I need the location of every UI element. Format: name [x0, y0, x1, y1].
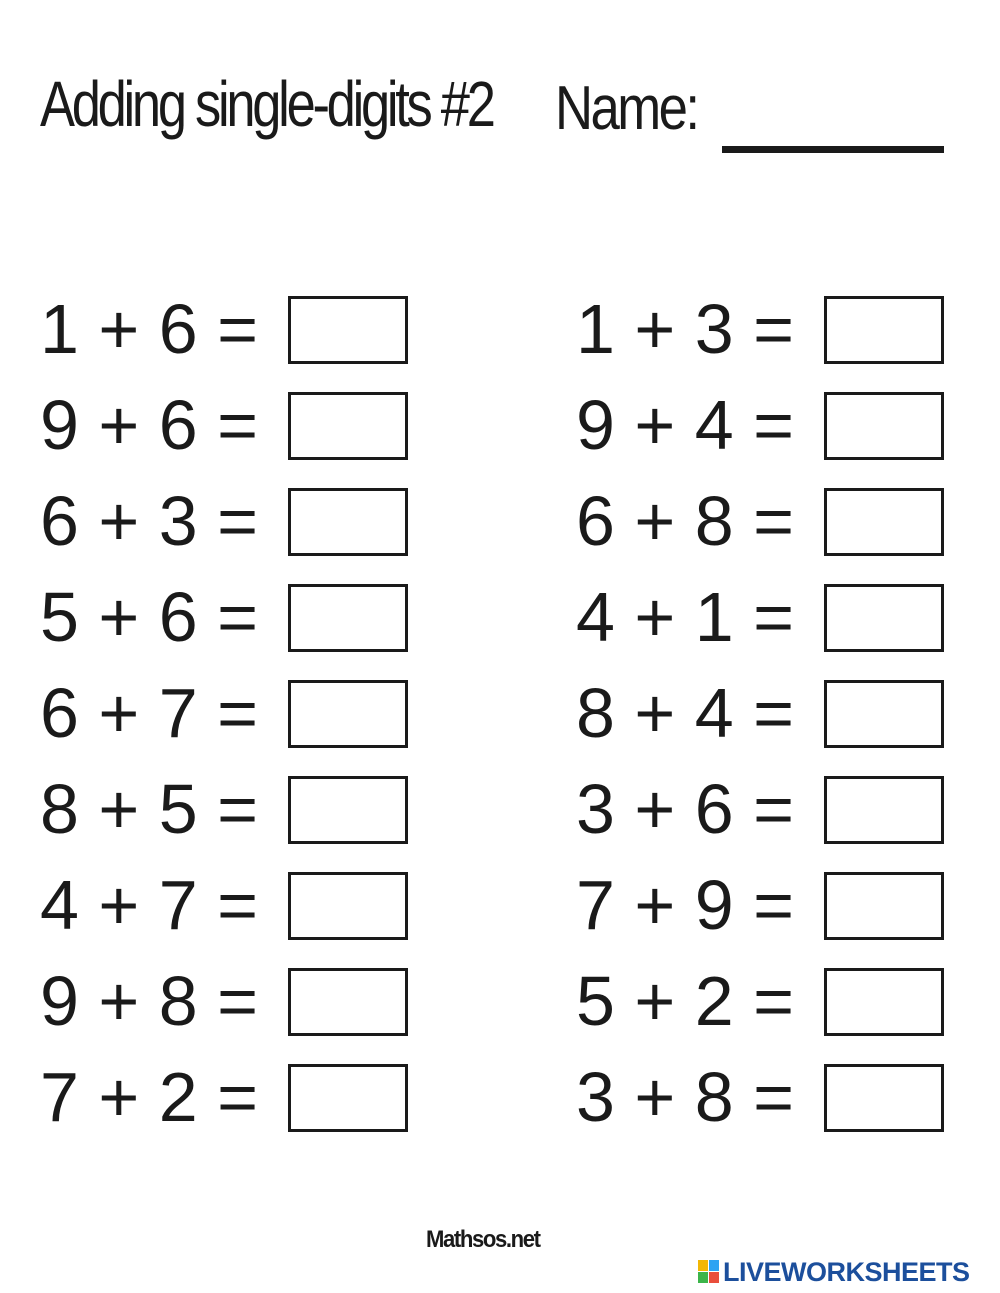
problem-row	[576, 386, 956, 482]
problem-equation: 1 + 6 =	[40, 290, 258, 368]
answer-box[interactable]	[824, 392, 944, 460]
left-problem-column	[40, 290, 420, 1154]
problem-equation: 3 + 8 =	[576, 1058, 794, 1136]
answer-box[interactable]	[288, 872, 408, 940]
problem-equation: 7 + 2 =	[40, 1058, 258, 1136]
answer-box[interactable]	[288, 968, 408, 1036]
problem-row	[40, 962, 420, 1058]
problem-row	[40, 866, 420, 962]
problem-equation: 3 + 6 =	[576, 770, 794, 848]
problem-equation: 5 + 2 =	[576, 962, 794, 1040]
name-line	[722, 146, 944, 153]
footer-credit: Mathsos.net	[426, 1226, 540, 1253]
answer-box[interactable]	[288, 392, 408, 460]
answer-box[interactable]	[824, 680, 944, 748]
liveworksheets-brand[interactable]	[698, 1257, 970, 1287]
answer-box[interactable]	[288, 776, 408, 844]
answer-box[interactable]	[824, 296, 944, 364]
problem-equation: 9 + 4 =	[576, 386, 794, 464]
problem-equation: 7 + 9 =	[576, 866, 794, 944]
problem-row	[40, 386, 420, 482]
problem-equation: 4 + 7 =	[40, 866, 258, 944]
problem-row	[576, 866, 956, 962]
answer-box[interactable]	[288, 488, 408, 556]
logo-tile	[709, 1272, 719, 1283]
problem-equation: 9 + 6 =	[40, 386, 258, 464]
answer-box[interactable]	[288, 680, 408, 748]
problem-row	[576, 290, 956, 386]
brand-name: LIVEWORKSHEETS	[723, 1256, 970, 1287]
right-problem-column	[576, 290, 956, 1154]
worksheet-title: Adding single-digits #2	[40, 68, 493, 140]
problem-row	[576, 482, 956, 578]
name-label: Name:	[555, 74, 698, 143]
answer-box[interactable]	[288, 584, 408, 652]
problem-equation: 6 + 3 =	[40, 482, 258, 560]
answer-box[interactable]	[824, 776, 944, 844]
problem-equation: 9 + 8 =	[40, 962, 258, 1040]
problem-equation: 8 + 5 =	[40, 770, 258, 848]
logo-tile	[698, 1260, 708, 1271]
answer-box[interactable]	[824, 488, 944, 556]
problem-equation: 4 + 1 =	[576, 578, 794, 656]
problem-equation: 8 + 4 =	[576, 674, 794, 752]
problem-row	[576, 578, 956, 674]
answer-box[interactable]	[288, 296, 408, 364]
answer-box[interactable]	[824, 968, 944, 1036]
problem-equation: 1 + 3 =	[576, 290, 794, 368]
problem-row	[40, 578, 420, 674]
problem-row	[40, 290, 420, 386]
logo-tile	[698, 1272, 708, 1283]
problem-row	[576, 674, 956, 770]
liveworksheets-logo-icon	[698, 1260, 720, 1284]
problem-row	[40, 770, 420, 866]
answer-box[interactable]	[824, 872, 944, 940]
logo-tile	[709, 1260, 719, 1271]
problem-equation: 6 + 8 =	[576, 482, 794, 560]
answer-box[interactable]	[824, 1064, 944, 1132]
problem-row	[40, 482, 420, 578]
answer-box[interactable]	[824, 584, 944, 652]
problem-row	[576, 962, 956, 1058]
problem-row	[576, 1058, 956, 1154]
problem-equation: 5 + 6 =	[40, 578, 258, 656]
answer-box[interactable]	[288, 1064, 408, 1132]
problem-equation: 6 + 7 =	[40, 674, 258, 752]
problem-row	[576, 770, 956, 866]
problem-row	[40, 1058, 420, 1154]
problem-row	[40, 674, 420, 770]
